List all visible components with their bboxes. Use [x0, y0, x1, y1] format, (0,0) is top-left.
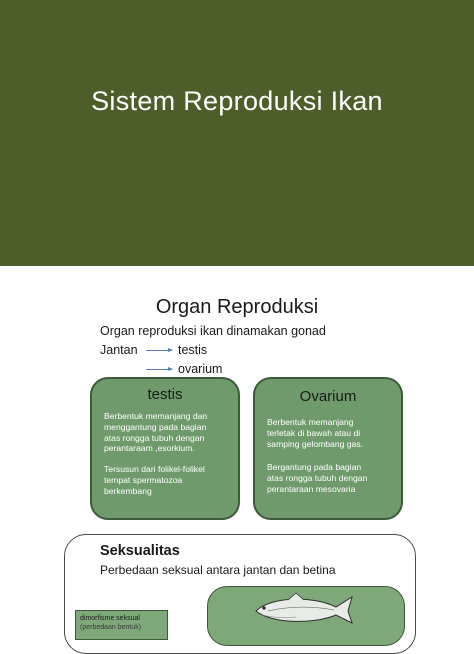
- slide-heading: Organ Reproduksi: [155, 296, 319, 318]
- slide-title: Sistem Reproduksi Ikan: [91, 86, 383, 116]
- testis-value: testis: [178, 343, 208, 357]
- fish-icon: [248, 589, 358, 631]
- card-paragraph: [267, 417, 363, 449]
- box-sublabel: (perbedaan bentuk): [80, 624, 142, 631]
- dimorphism-box: [75, 610, 168, 640]
- slide-subtitle: Perbedaan seksual antara jantan dan betina: [100, 563, 336, 577]
- ovarium-card: [253, 377, 403, 520]
- box-label: dimorfisme seksual: [80, 615, 140, 622]
- text-line: atas rongga tubuh dengan: [267, 472, 368, 483]
- arrow-right-icon: [146, 350, 172, 351]
- text-line: menggantung pada bagian: [104, 421, 207, 432]
- ovarium-value: ovarium: [178, 362, 223, 376]
- text-line: berkembang: [104, 485, 152, 496]
- text-line: tempat spermatozoa: [104, 474, 183, 485]
- text-line: atas rongga tubuh dengan: [104, 432, 205, 443]
- text-line: terletak di bawah atau di: [267, 427, 361, 438]
- seksualitas-slide: [0, 528, 474, 632]
- slide-heading: Seksualitas: [100, 543, 180, 559]
- card-title: Ovarium: [299, 388, 357, 405]
- testis-card: [90, 377, 240, 520]
- intro-text: Organ reproduksi ikan dinamakan gonad: [100, 324, 326, 338]
- card-title: testis: [147, 386, 183, 403]
- jantan-label: Jantan: [100, 343, 138, 357]
- organ-slide: [0, 266, 474, 528]
- arrow-right-icon: [146, 369, 172, 370]
- text-line: samping gelombang gas.: [267, 438, 364, 449]
- card-paragraph: [104, 464, 205, 496]
- title-slide: [0, 0, 474, 266]
- text-line: Berbentuk memanjang dan: [104, 411, 208, 421]
- card-paragraph: [267, 462, 367, 494]
- card-paragraph: [104, 411, 207, 454]
- text-line: perantaraam ,esorkium.: [104, 443, 195, 454]
- text-line: Bergantung pada bagian: [267, 462, 362, 472]
- text-line: Tersusun dari folikel-folikel: [104, 464, 205, 474]
- fish-image-box: [207, 586, 405, 646]
- text-line: Berbentuk memanjang: [267, 417, 354, 427]
- text-line: perantaraan mesovaria: [267, 483, 356, 494]
